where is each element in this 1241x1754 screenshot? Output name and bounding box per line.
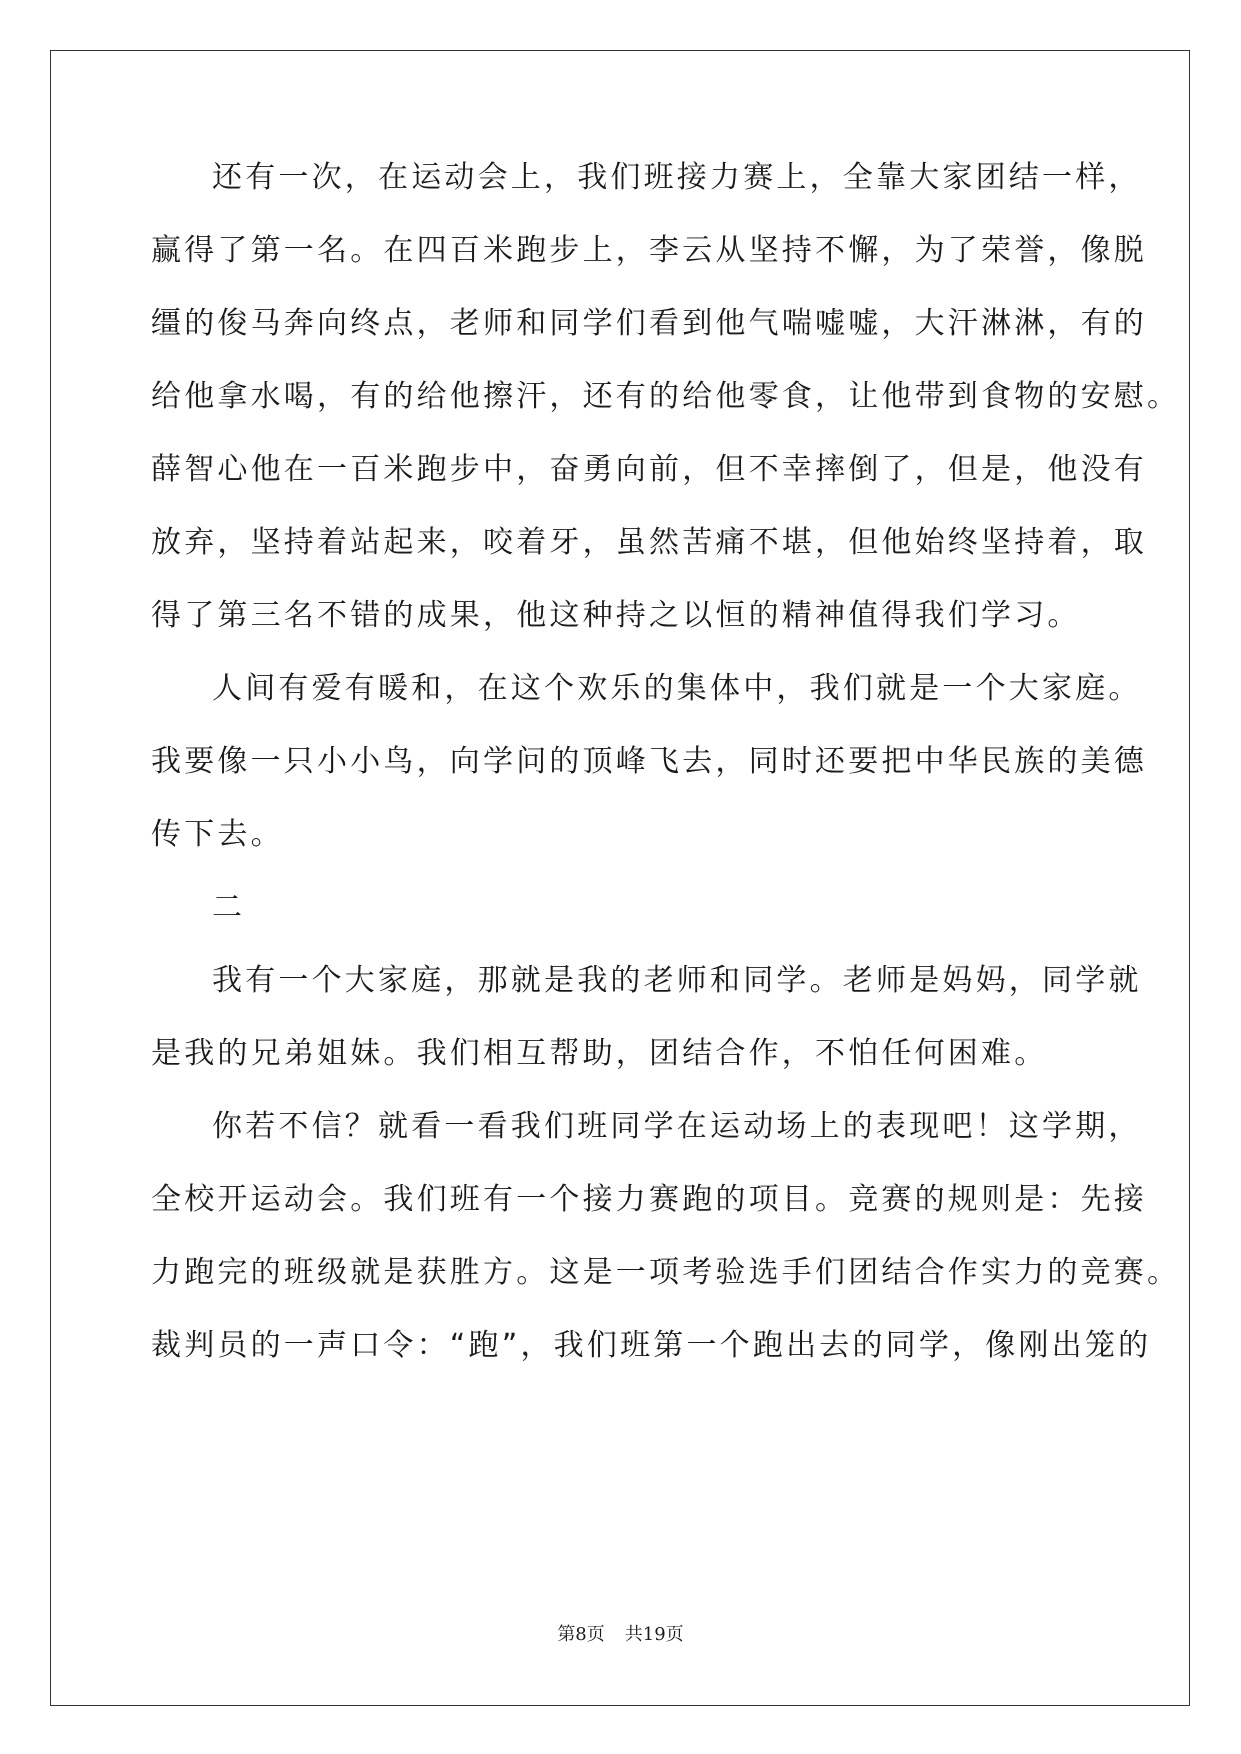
paragraph-line: 传下去。 <box>151 817 284 852</box>
page-footer <box>0 1620 1241 1646</box>
paragraph-line: 缰的俊马奔向终点，老师和同学们看到他气喘嘘嘘，大汗淋淋，有的 <box>151 306 1147 341</box>
paragraph-line: 得了第三名不错的成果，他这种持之以恒的精神值得我们学习。 <box>151 598 1081 633</box>
section-heading: 二 <box>212 890 246 925</box>
paragraph-line: 人间有爱有暖和，在这个欢乐的集体中，我们就是一个大家庭。 <box>212 671 1142 706</box>
page-total: 共19页 <box>624 1624 684 1645</box>
paragraph-line: 裁判员的一声口令：“跑”，我们班第一个跑出去的同学，像刚出笼的 <box>151 1328 1152 1363</box>
paragraph-line: 赢得了第一名。在四百米跑步上，李云从坚持不懈，为了荣誉，像脱 <box>151 233 1147 268</box>
paragraph-line: 你若不信？就看一看我们班同学在运动场上的表现吧！这学期， <box>212 1109 1142 1144</box>
page-border <box>50 50 1190 1706</box>
paragraph-line: 我有一个大家庭，那就是我的老师和同学。老师是妈妈，同学就 <box>212 963 1142 998</box>
paragraph-line: 还有一次，在运动会上，我们班接力赛上，全靠大家团结一样， <box>212 160 1142 195</box>
paragraph-line: 全校开运动会。我们班有一个接力赛跑的项目。竞赛的规则是：先接 <box>151 1182 1147 1217</box>
paragraph-line: 我要像一只小小鸟，向学问的顶峰飞去，同时还要把中华民族的美德 <box>151 744 1147 779</box>
page-number: 第8页 <box>557 1624 605 1645</box>
paragraph-line: 是我的兄弟姐妹。我们相互帮助，团结合作，不怕任何困难。 <box>151 1036 1048 1071</box>
paragraph-line: 给他拿水喝，有的给他擦汗，还有的给他零食，让他带到食物的安慰。 <box>151 379 1181 414</box>
paragraph-line: 放弃，坚持着站起来，咬着牙，虽然苦痛不堪，但他始终坚持着，取 <box>151 525 1147 560</box>
paragraph-line: 力跑完的班级就是获胜方。这是一项考验选手们团结合作实力的竞赛。 <box>151 1255 1181 1290</box>
paragraph-line: 薛智心他在一百米跑步中，奋勇向前，但不幸摔倒了，但是，他没有 <box>151 452 1147 487</box>
